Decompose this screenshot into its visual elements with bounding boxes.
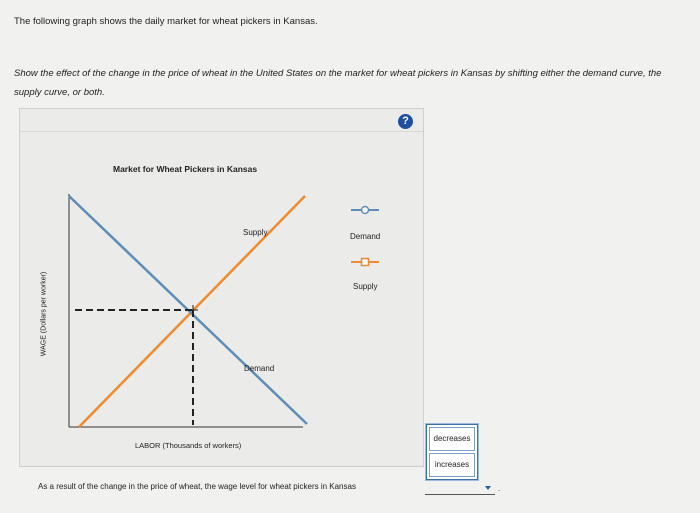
option-decreases[interactable]: decreases [429,427,475,451]
chevron-down-icon[interactable] [485,486,491,490]
x-axis-label: LABOR (Thousands of workers) [135,441,242,450]
instructions-text: Show the effect of the change in the price of wheat in the United States on the market for wheat pickers in Kansas by shifting either the demand curve, the supply curve, or both. [14,68,662,98]
y-axis-label: WAGE (Dollars per worker) [40,271,48,357]
legend-supply-label: Supply [353,282,378,291]
intro-text: The following graph shows the daily market for wheat pickers in Kansas. [14,16,318,27]
graph-panel [19,108,424,467]
legend-demand-label: Demand [350,232,381,241]
help-button[interactable]: ? [398,114,413,129]
question-text: As a result of the change in the price of wheat, the wage level for wheat pickers in Kansas [38,482,356,491]
demand-curve-label: Demand [244,364,275,373]
wage-change-dropdown[interactable] [426,424,478,480]
supply-curve-label: Supply [243,228,268,237]
question-period: . [498,484,501,493]
option-increases[interactable]: increases [429,453,475,477]
legend-demand-tool[interactable] [351,207,379,214]
legend-supply-tool[interactable] [351,259,379,266]
chart-title: Market for Wheat Pickers in Kansas [113,164,258,174]
